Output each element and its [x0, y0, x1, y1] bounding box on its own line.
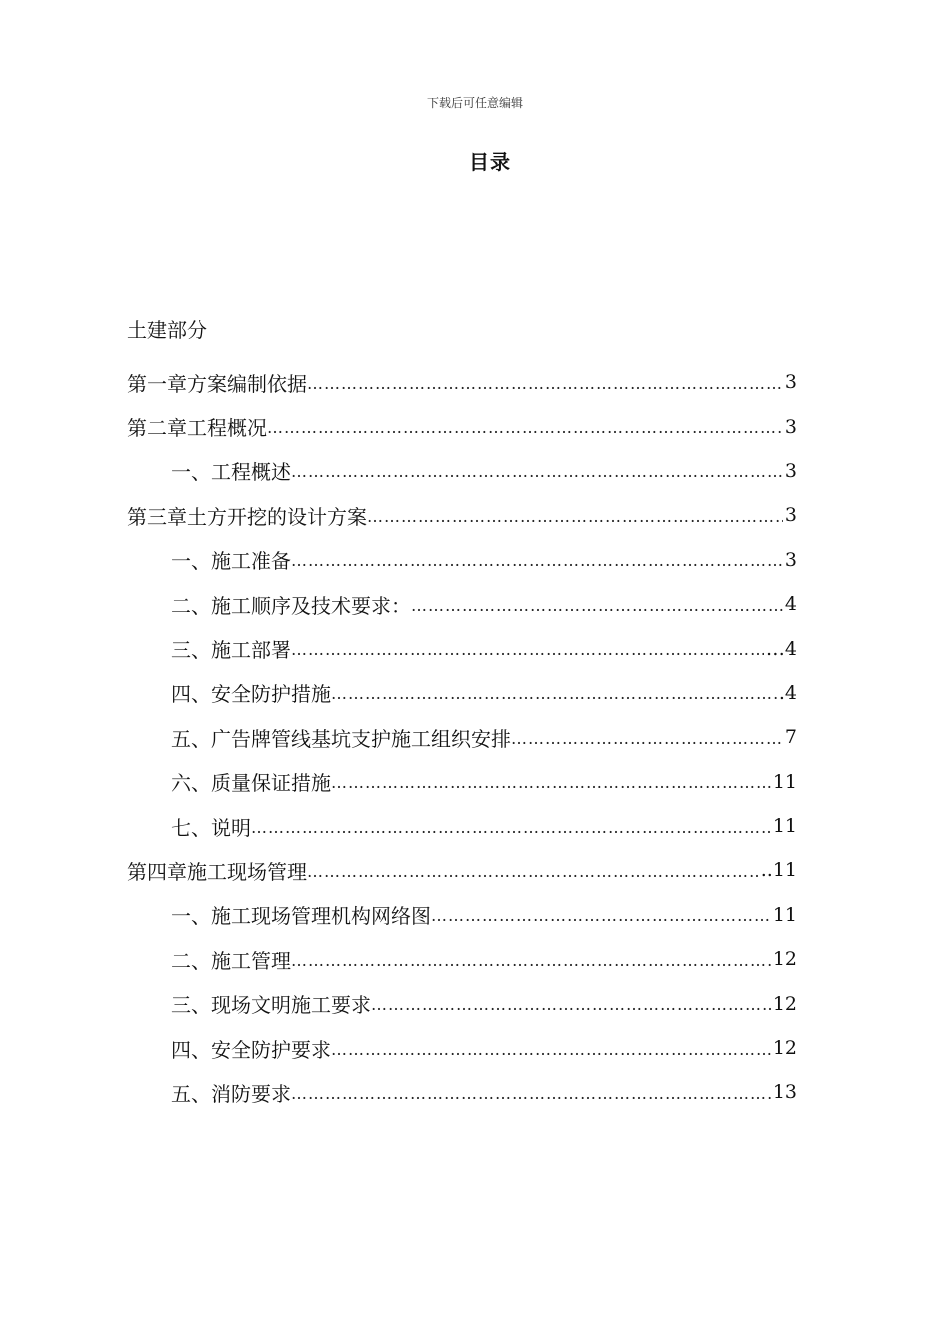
- toc-title: 五、广告牌管线基坑支护施工组织安排: [171, 726, 511, 751]
- toc-leader: [291, 638, 764, 659]
- toc-title: 三、施工部署: [171, 638, 291, 663]
- toc-page: 12: [772, 1037, 797, 1060]
- toc-title: 六、质量保证措施: [171, 771, 331, 796]
- toc-entry[interactable]: [127, 937, 797, 981]
- toc-chapter: 第三章: [127, 504, 187, 529]
- toc-entry[interactable]: [127, 671, 797, 715]
- toc-leader: [371, 993, 771, 1014]
- toc-title: 四、安全防护措施: [171, 682, 331, 707]
- toc-entry[interactable]: [127, 582, 797, 626]
- toc-entry[interactable]: [127, 449, 797, 493]
- toc-page: 3: [784, 371, 797, 394]
- toc-chapter: 第一章: [127, 371, 187, 396]
- toc-entry[interactable]: [127, 1070, 797, 1114]
- toc-entry[interactable]: [127, 804, 797, 848]
- toc-title: 三、现场文明施工要求: [171, 993, 371, 1018]
- toc-page: ..11: [760, 859, 797, 882]
- toc-page: 12: [772, 992, 797, 1015]
- toc-leader: [307, 860, 759, 881]
- toc-title: 土方开挖的设计方案: [187, 504, 367, 529]
- table-of-contents: [127, 360, 797, 1115]
- toc-chapter: 第四章: [127, 859, 187, 884]
- toc-entry[interactable]: [127, 626, 797, 670]
- toc-page: …4: [765, 637, 797, 660]
- toc-page: 3: [784, 504, 797, 527]
- toc-page: 11: [772, 903, 797, 926]
- toc-title: 工程概况: [187, 416, 267, 441]
- toc-leader: [251, 816, 771, 837]
- toc-page: 13: [772, 1081, 797, 1104]
- toc-leader: [267, 416, 783, 437]
- toc-leader: [431, 904, 771, 925]
- toc-page: 3: [784, 415, 797, 438]
- toc-leader: [291, 549, 783, 570]
- toc-entry[interactable]: [127, 538, 797, 582]
- toc-title: 施工现场管理: [187, 859, 307, 884]
- toc-entry[interactable]: [127, 493, 797, 537]
- toc-title: 二、施工顺序及技术要求：: [171, 593, 411, 618]
- toc-page: 3: [784, 459, 797, 482]
- header-note: 下载后可任意编辑: [426, 96, 523, 110]
- toc-entry[interactable]: [127, 404, 797, 448]
- toc-page: 11: [772, 815, 797, 838]
- toc-title: 方案编制依据: [187, 371, 307, 396]
- toc-entry[interactable]: [127, 715, 797, 759]
- toc-title: 一、施工准备: [171, 549, 291, 574]
- toc-page: 7: [784, 726, 797, 749]
- toc-page: 11: [772, 770, 797, 793]
- toc-entry[interactable]: [127, 981, 797, 1025]
- page-title: 目录: [469, 150, 511, 174]
- toc-leader: [331, 771, 771, 792]
- toc-leader: [411, 594, 783, 615]
- toc-title: 一、工程概述: [171, 460, 291, 485]
- toc-title: 七、说明: [171, 815, 251, 840]
- section-label: 土建部分: [127, 318, 207, 342]
- toc-leader: [291, 460, 783, 481]
- toc-title: 四、安全防护要求: [171, 1037, 331, 1062]
- toc-entry[interactable]: [127, 1026, 797, 1070]
- toc-entry[interactable]: [127, 760, 797, 804]
- toc-entry[interactable]: [127, 360, 797, 404]
- toc-leader: [367, 505, 783, 526]
- toc-leader: [511, 727, 783, 748]
- toc-leader: [291, 1082, 771, 1103]
- toc-leader: [291, 949, 771, 970]
- toc-leader: [331, 1038, 771, 1059]
- toc-page: 4: [784, 593, 797, 616]
- toc-leader: [307, 372, 783, 393]
- toc-leader: [331, 682, 777, 703]
- toc-title: 二、施工管理: [171, 948, 291, 973]
- toc-page: 12: [772, 948, 797, 971]
- toc-title: 五、消防要求: [171, 1081, 291, 1106]
- toc-entry[interactable]: [127, 848, 797, 892]
- toc-page: 3: [784, 548, 797, 571]
- toc-page: .4: [778, 681, 797, 704]
- toc-title: 一、施工现场管理机构网络图: [171, 904, 431, 929]
- toc-chapter: 第二章: [127, 416, 187, 441]
- toc-entry[interactable]: [127, 893, 797, 937]
